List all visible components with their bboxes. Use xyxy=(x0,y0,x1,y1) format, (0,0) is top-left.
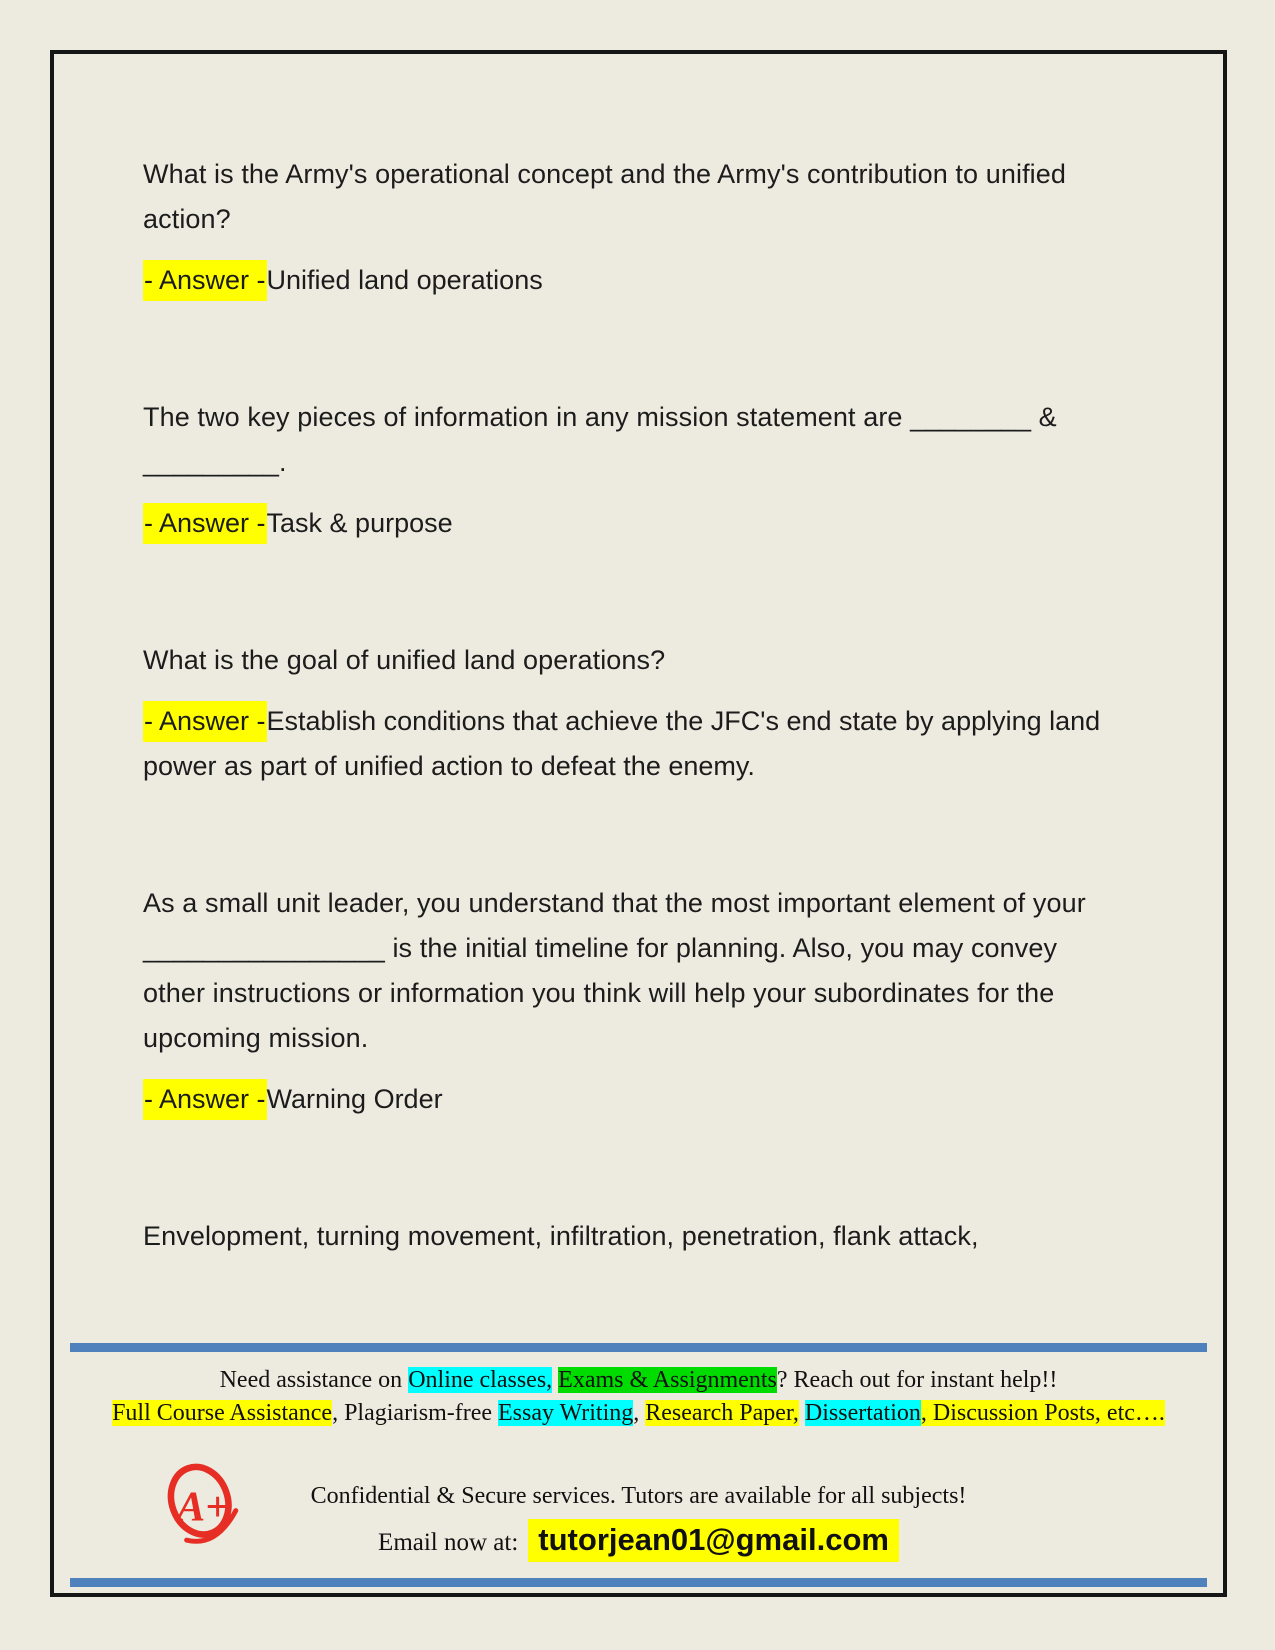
answer-label-highlight: - Answer - xyxy=(143,503,267,544)
promo-footer xyxy=(54,1343,1223,1593)
promo-segment: Dissertation xyxy=(804,1400,921,1426)
aplus-logo-text: A+ xyxy=(176,1483,230,1531)
divider-line-bottom xyxy=(70,1578,1207,1587)
qa-content xyxy=(143,152,1108,1351)
answer-line xyxy=(143,258,1108,303)
question-text: What is the goal of unified land operations? xyxy=(143,645,666,675)
email-label: Email now at: xyxy=(378,1529,519,1556)
answer-text: Unified land operations xyxy=(266,265,543,295)
promo-segment: , Plagiarism-free xyxy=(332,1400,499,1426)
promo-line-1 xyxy=(54,1364,1223,1397)
aplus-logo-graphic xyxy=(162,1463,244,1545)
answer-label-highlight: - Answer - xyxy=(143,260,267,301)
answer-text: Warning Order xyxy=(266,1084,443,1114)
divider-line-top xyxy=(70,1343,1207,1352)
aplus-logo xyxy=(162,1463,244,1545)
question-text: As a small unit leader, you understand that the most important element of your ________________ is the initial timeline for planning. Also, you may convey other instructions or information you think will help your subordinates for the upcoming mission. xyxy=(143,888,1086,1053)
promo-line-2 xyxy=(54,1397,1223,1430)
answer-line xyxy=(143,501,1108,546)
qa-block xyxy=(143,1214,1108,1259)
question-text: The two key pieces of information in any mission statement are ________ & _________. xyxy=(143,402,1057,477)
question-text: Envelopment, turning movement, infiltration, penetration, flank attack, xyxy=(143,1221,979,1251)
promo-segment: , xyxy=(633,1400,646,1426)
answer-label-highlight: - Answer - xyxy=(143,1079,267,1120)
qa-block xyxy=(143,395,1108,546)
page-frame xyxy=(50,50,1227,1597)
promo-segment: ? Reach out for instant help!! xyxy=(776,1367,1058,1393)
qa-block xyxy=(143,638,1108,789)
answer-text: Task & purpose xyxy=(266,508,453,538)
answer-line xyxy=(143,1077,1108,1122)
answer-text: Establish conditions that achieve the JFC's end state by applying land power as part of unified action to defeat the enemy. xyxy=(143,706,1101,781)
qa-block xyxy=(143,881,1108,1122)
promo-segment: Need assistance on xyxy=(219,1367,409,1393)
services-note: Confidential & Secure services. Tutors are available for all subjects! xyxy=(310,1483,967,1509)
email-address: tutorjean01@gmail.com xyxy=(528,1519,899,1562)
promo-segment: Online classes, xyxy=(408,1367,553,1393)
answer-label-highlight: - Answer - xyxy=(143,701,267,742)
promo-segment: Exams & Assignments xyxy=(558,1367,777,1393)
qa-block xyxy=(143,152,1108,303)
promo-segment: Full Course Assistance xyxy=(112,1400,333,1426)
promo-segment: , Discussion Posts, etc…. xyxy=(920,1400,1165,1426)
question-text: What is the Army's operational concept and the Army's contribution to unified action? xyxy=(143,159,1066,234)
promo-segment: Essay Writing xyxy=(498,1400,634,1426)
answer-line xyxy=(143,699,1108,789)
promo-segment xyxy=(799,1400,805,1426)
promo-segment: Research Paper, xyxy=(645,1400,799,1426)
